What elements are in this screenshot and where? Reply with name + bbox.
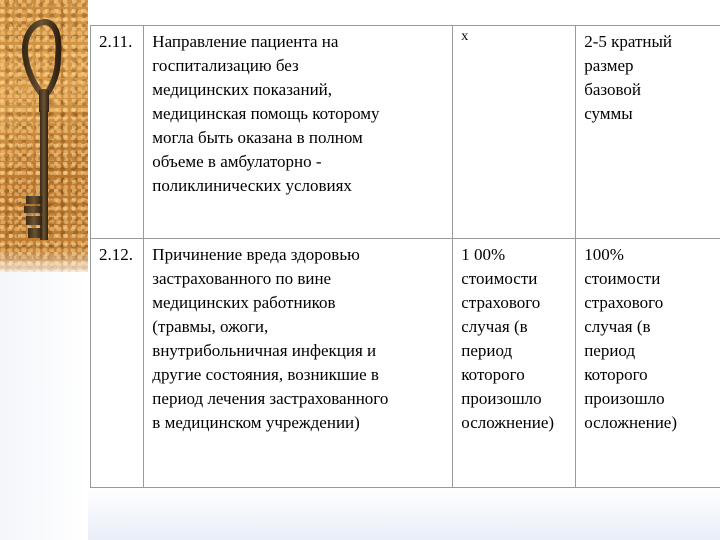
row-number: 2.12. (91, 239, 144, 488)
row-number: 2.11. (91, 26, 144, 239)
old-key-image (0, 0, 88, 272)
bottom-band (88, 486, 720, 540)
row-col3-value: 1 00% стоимости страхового случая (в период которого произошло осложнение) (453, 239, 576, 488)
table-row (91, 26, 720, 239)
row-col4-value: 2-5 кратный размер базовой суммы (576, 26, 720, 239)
row-description: Причинение вреда здоровью застрахованного по вине медицинских работников (травмы, ожоги, внутрибольничная инфекция и другие состояния, возникшие в период лечения застрахованного в медицинском учреждении) (144, 239, 453, 488)
row-col4-value: 100% стоимости страхового случая (в период которого произошло осложнение) (576, 239, 720, 488)
penalty-table (90, 25, 720, 488)
table-row (91, 239, 720, 488)
row-description: Направление пациента на госпитализацию без медицинских показаний, медицинская помощь которому могла быть оказана в полном объеме в амбулаторно - поликлинических условиях (144, 26, 453, 239)
row-col3-value: х (453, 26, 576, 239)
side-panel (0, 272, 88, 540)
